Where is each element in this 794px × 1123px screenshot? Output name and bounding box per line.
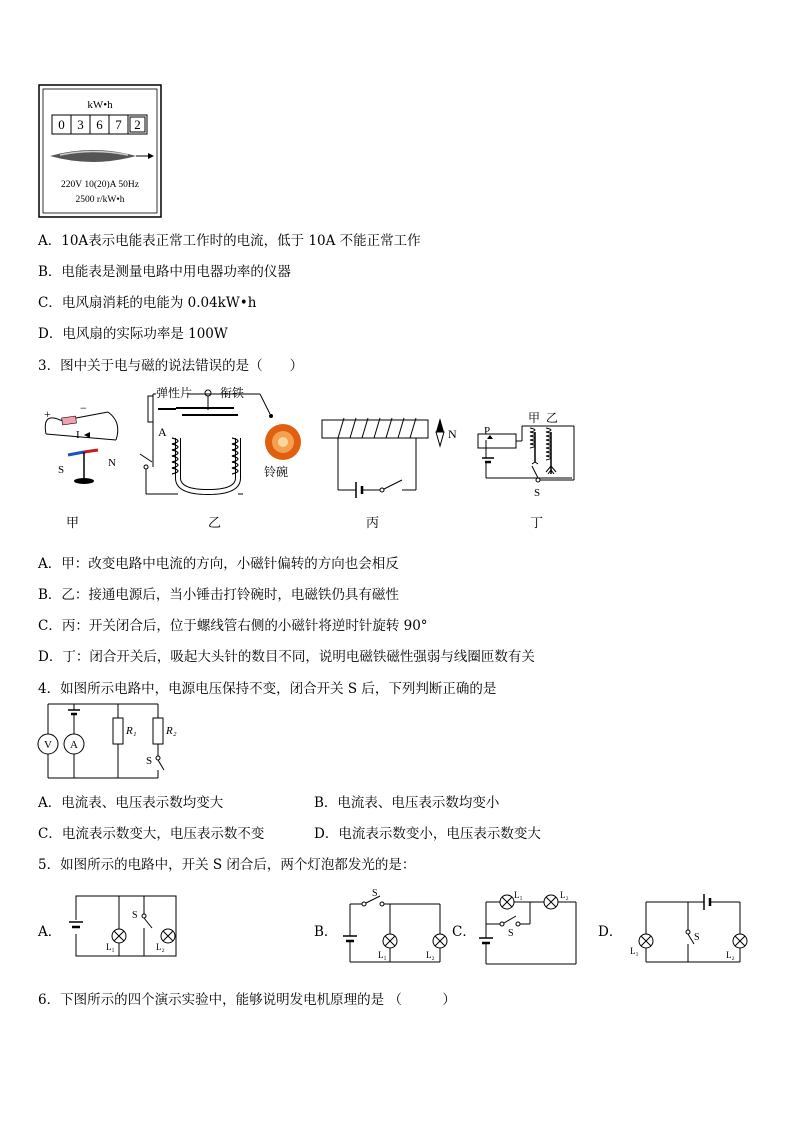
svg-text:L₂: L₂ xyxy=(426,950,435,960)
q5-circuit-d xyxy=(626,886,750,970)
q2-option-b: B．电能表是测量电路中用电器功率的仪器 xyxy=(38,264,291,280)
meter-digit: 6 xyxy=(96,117,103,132)
svg-text:P: P xyxy=(484,425,491,437)
svg-text:A: A xyxy=(158,425,167,439)
q5-option-b: B． xyxy=(314,924,338,940)
q5-option-d: D． xyxy=(598,924,623,940)
q3-fig-jia xyxy=(44,401,118,484)
q3-option-d: D．丁：闭合开关后，吸起大头针的数目不同，说明电磁铁磁性强弱与线圈匝数有关 xyxy=(38,649,535,665)
svg-text:铃碗: 铃碗 xyxy=(264,465,289,479)
svg-text:乙: 乙 xyxy=(546,411,559,425)
q4-option-a: A．电流表、电压表示数均变大 xyxy=(38,795,224,811)
svg-text:−: − xyxy=(80,401,87,415)
q3-option-b: B．乙：接通电源后，当小锤击打铃碗时，电磁铁仍具有磁性 xyxy=(38,587,399,603)
svg-text:A: A xyxy=(70,739,78,751)
q3-fig-yi xyxy=(140,385,301,494)
q3-figure xyxy=(38,382,598,508)
q5-option-c: C． xyxy=(452,924,476,940)
q3-option-a: A．甲：改变电路中电流的方向，小磁针偏转的方向也会相反 xyxy=(38,556,399,572)
q4-option-b: B．电流表、电压表示数均变小 xyxy=(314,795,500,811)
svg-text:N: N xyxy=(108,457,116,469)
q4-option-d: D．电流表示数变小，电压表示数变大 xyxy=(314,826,541,842)
q4-circuit xyxy=(34,700,184,786)
svg-text:N: N xyxy=(448,427,457,441)
q4-option-c: C．电流表示数变大，电压表示数不变 xyxy=(38,826,265,842)
meter-unit: kW•h xyxy=(87,99,113,111)
svg-text:L₂: L₂ xyxy=(560,890,569,900)
svg-text:R₁: R₁ xyxy=(126,725,137,737)
q5-circuit-b xyxy=(336,886,452,970)
svg-text:L₂: L₂ xyxy=(726,950,735,960)
svg-text:S: S xyxy=(534,487,541,499)
svg-text:L₁: L₁ xyxy=(106,942,115,952)
energy-meter-figure xyxy=(38,84,162,222)
q4-stem: 4．如图所示电路中，电源电压保持不变，闭合开关 S 后，下列判断正确的是 xyxy=(38,681,497,697)
q3-fig-ding xyxy=(478,411,574,499)
svg-text:V: V xyxy=(44,739,52,751)
q3-caption-ding: 丁 xyxy=(530,516,544,531)
svg-text:L₁: L₁ xyxy=(378,950,387,960)
meter-spec: 220V 10(20)A 50Hz xyxy=(61,180,139,190)
svg-text:S: S xyxy=(146,755,153,767)
q2-option-a: A．10A表示电能表正常工作时的电流，低于 10A 不能正常工作 xyxy=(38,233,421,249)
q3-fig-bing xyxy=(322,418,457,498)
q2-option-d: D．电风扇的实际功率是 100W xyxy=(38,326,228,342)
q3-caption-jia: 甲 xyxy=(66,516,80,531)
svg-text:弹性片: 弹性片 xyxy=(156,386,193,400)
meter-digit: 3 xyxy=(77,117,84,132)
svg-text:+: + xyxy=(44,407,51,421)
q5-circuit-c xyxy=(474,888,584,972)
svg-text:衔铁: 衔铁 xyxy=(220,386,245,400)
svg-text:S: S xyxy=(508,928,514,939)
q5-stem: 5．如图所示的电路中，开关 S 闭合后，两个灯泡都发光的是： xyxy=(38,857,416,873)
svg-text:R₂: R₂ xyxy=(166,725,177,737)
svg-text:L₁: L₁ xyxy=(514,890,523,900)
meter-spec: 2500 r/kW•h xyxy=(75,195,125,205)
svg-text:S: S xyxy=(694,932,700,943)
q5-option-a: A． xyxy=(38,924,62,940)
svg-text:S: S xyxy=(58,464,65,476)
q3-option-c: C．丙：开关闭合后，位于螺线管右侧的小磁针将逆时针旋转 90° xyxy=(38,618,428,634)
svg-text:甲: 甲 xyxy=(528,411,541,425)
meter-digit: 0 xyxy=(58,117,65,132)
svg-text:I: I xyxy=(76,429,80,441)
svg-text:S: S xyxy=(372,888,378,899)
q3-caption-yi: 乙 xyxy=(208,516,222,531)
q5-circuit-a xyxy=(64,892,184,966)
q3-stem: 3．图中关于电与磁的说法错误的是（ ） xyxy=(38,358,304,374)
svg-text:S: S xyxy=(132,910,138,921)
q2-option-c: C．电风扇消耗的电能为 0.04kW•h xyxy=(38,295,257,311)
q3-caption-bing: 丙 xyxy=(366,516,380,531)
meter-digit: 7 xyxy=(115,117,122,132)
svg-text:L₁: L₁ xyxy=(630,946,639,956)
meter-digit: 2 xyxy=(134,117,141,132)
svg-text:L₂: L₂ xyxy=(156,942,165,952)
q6-stem: 6．下图所示的四个演示实验中，能够说明发电机原理的是 （ ） xyxy=(38,992,456,1008)
